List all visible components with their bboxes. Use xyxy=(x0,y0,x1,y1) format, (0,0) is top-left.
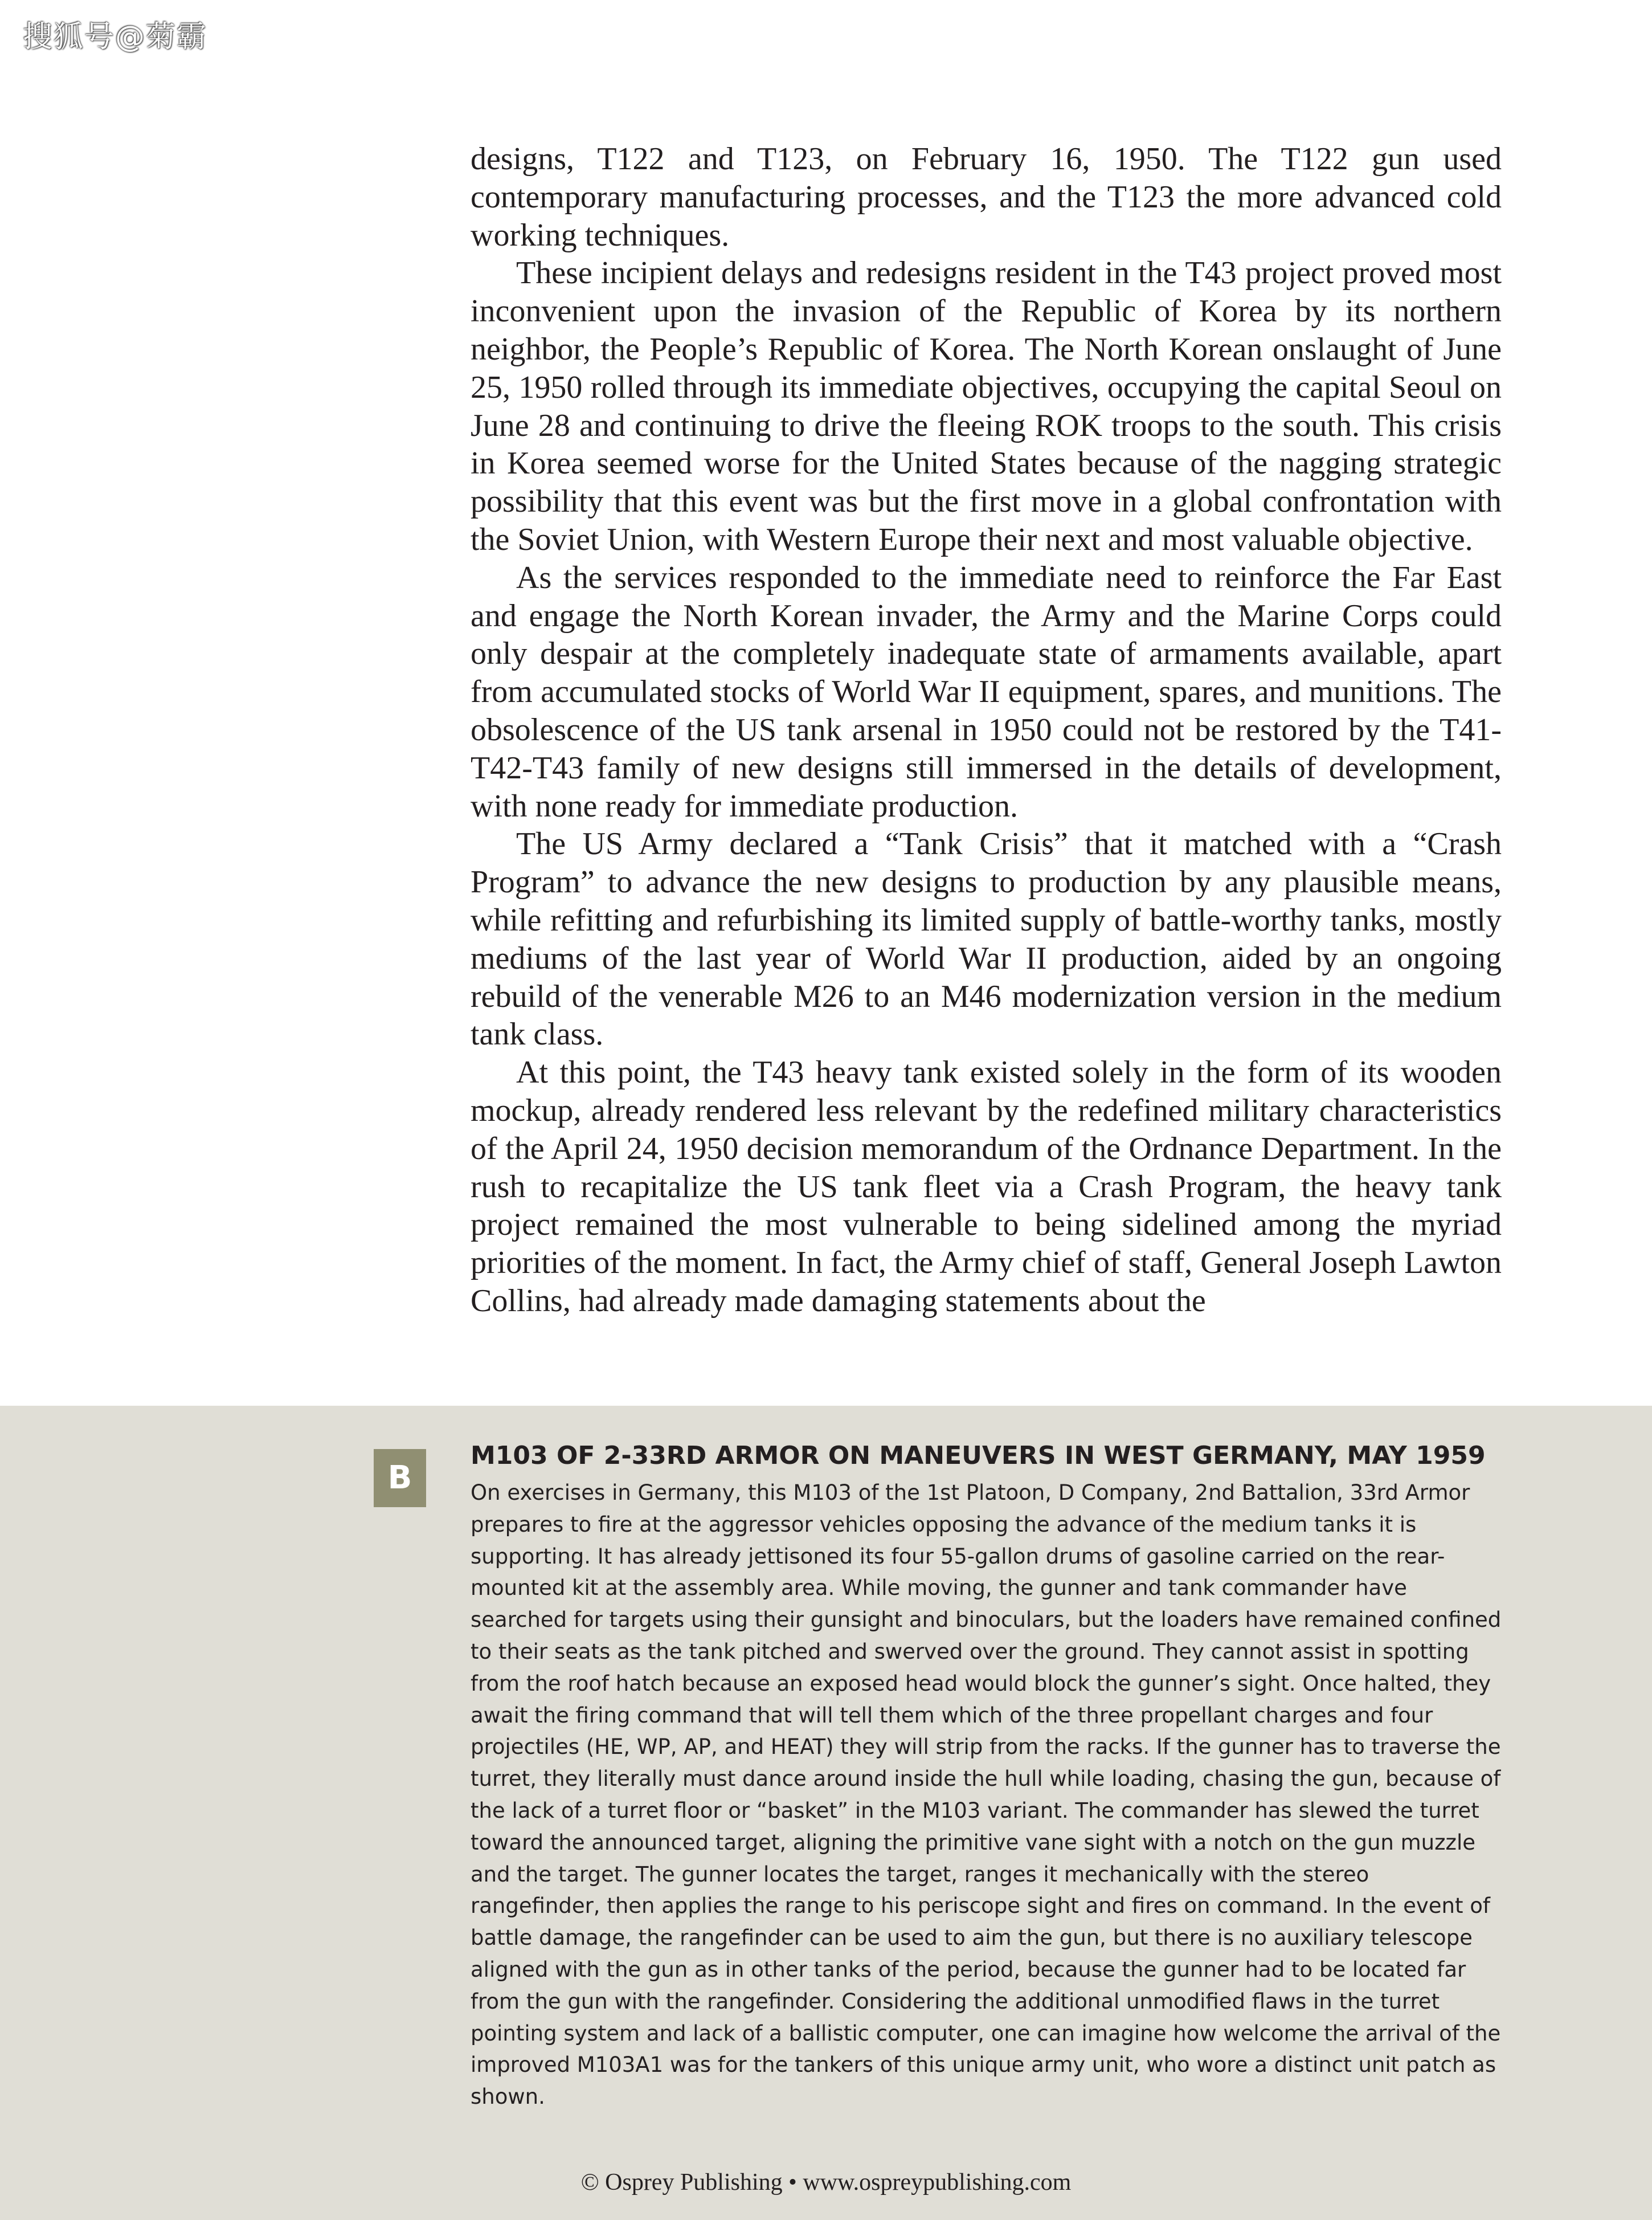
paragraph: designs, T122 and T123, on February 16, 1950. The T122 gun used contemporary manufacturing processes, and the T123 the more advanced cold working techniques. xyxy=(471,141,1502,253)
paragraph: These incipient delays and redesigns resident in the T43 project proved most inconvenient upon the invasion of the Republic of Korea by its northern neighbor, the People’s Republic of Korea. The North Korean onslaught of June 25, 1950 rolled through its immediate objectives, occupying the capital Seoul on June 28 and continuing to drive the fleeing ROK troops to the south. This crisis in Korea seemed worse for the United States because of the nagging strategic possibility that this event was but the first move in a global confrontation with the Soviet Union, with Western Europe their next and most valuable objective. xyxy=(471,255,1502,557)
plate-description: On exercises in Germany, this M103 of the 1st Platoon, D Company, 2nd Battalion, 33rd Armor prepares to fire at the aggressor vehicles opposing the advance of the medium tanks it is supporting. It has already jettisoned its four 55-gallon drums of gasoline carried on the rear-mounted kit at the assembly area. While moving, the gunner and tank commander have searched for targets using their gunsight and binoculars, but the loaders have remained confined to their seats as the tank pitched and swerved over the ground. They cannot assist in spotting from the roof hatch because an exposed head would block the gunner’s sight. Once halted, they await the firing command that will tell them which of the three propellant charges and four projectiles (HE, WP, AP, and HEAT) they will strip from the racks. If the gunner has to traverse the turret, they literally must dance around inside the hull while loading, chasing the gun, because of the lack of a turret floor or “basket” in the M103 variant. The commander has slewed the turret toward the announced target, aligning the primitive vane sight with a notch on the gun muzzle and the target. The gunner locates the target, ranges it mechanically with the stereo rangefinder, then applies the range to his periscope sight and fires on command. In the event of battle damage, the rangefinder can be used to aim the gun, but there is no auxiliary telescope aligned with the gun as in other tanks of the period, because the gunner had to be located far from the gun with the rangefinder. Considering the additional unmodified flaws in the turret pointing system and lack of a ballistic computer, one can imagine how welcome the arrival of the improved M103A1 was for the tankers of this unique army unit, who wore a distinct unit patch as shown. xyxy=(471,1480,1502,2109)
paragraph: As the services responded to the immediate need to reinforce the Far East and engage the North Korean invader, the Army and the Marine Corps could only despair at the completely inadequate state of armaments available, apart from accumulated stocks of World War II equipment, spares, and munitions. The obsolescence of the US tank arsenal in 1950 could not be restored by the T41-T42-T43 family of new designs still immersed in the details of development, with none ready for immediate production. xyxy=(471,560,1502,824)
paragraph: The US Army declared a “Tank Crisis” that it matched with a “Crash Program” to advance the new designs to production by any plausible means, while refitting and refurbishing its limited supply of battle-worthy tanks, mostly mediums of the last year of World War II production, aided by an ongoing rebuild of the venerable M26 to an M46 modernization version in the medium tank class. xyxy=(471,826,1502,1052)
paragraph: At this point, the T43 heavy tank existed solely in the form of its wooden mockup, already rendered less relevant by the redefined military characteristics of the April 24, 1950 decision memorandum of the Ordnance Department. In the rush to recapitalize the US tank fleet via a Crash Program, the heavy tank project remained the most vulnerable to being sidelined among the myriad priorities of the moment. In fact, the Army chief of staff, General Joseph Lawton Collins, had already made damaging statements about the xyxy=(471,1055,1502,1319)
plate-title: M103 OF 2-33RD ARMOR ON MANEUVERS IN WEST GERMANY, MAY 1959 xyxy=(471,1441,1486,1470)
copyright-footer: © Osprey Publishing • www.ospreypublishing.com xyxy=(580,2169,1072,2195)
watermark: 搜狐号@菊霸 xyxy=(23,20,208,54)
plate-letter-badge: B xyxy=(374,1449,426,1507)
body-text xyxy=(471,140,1502,1320)
